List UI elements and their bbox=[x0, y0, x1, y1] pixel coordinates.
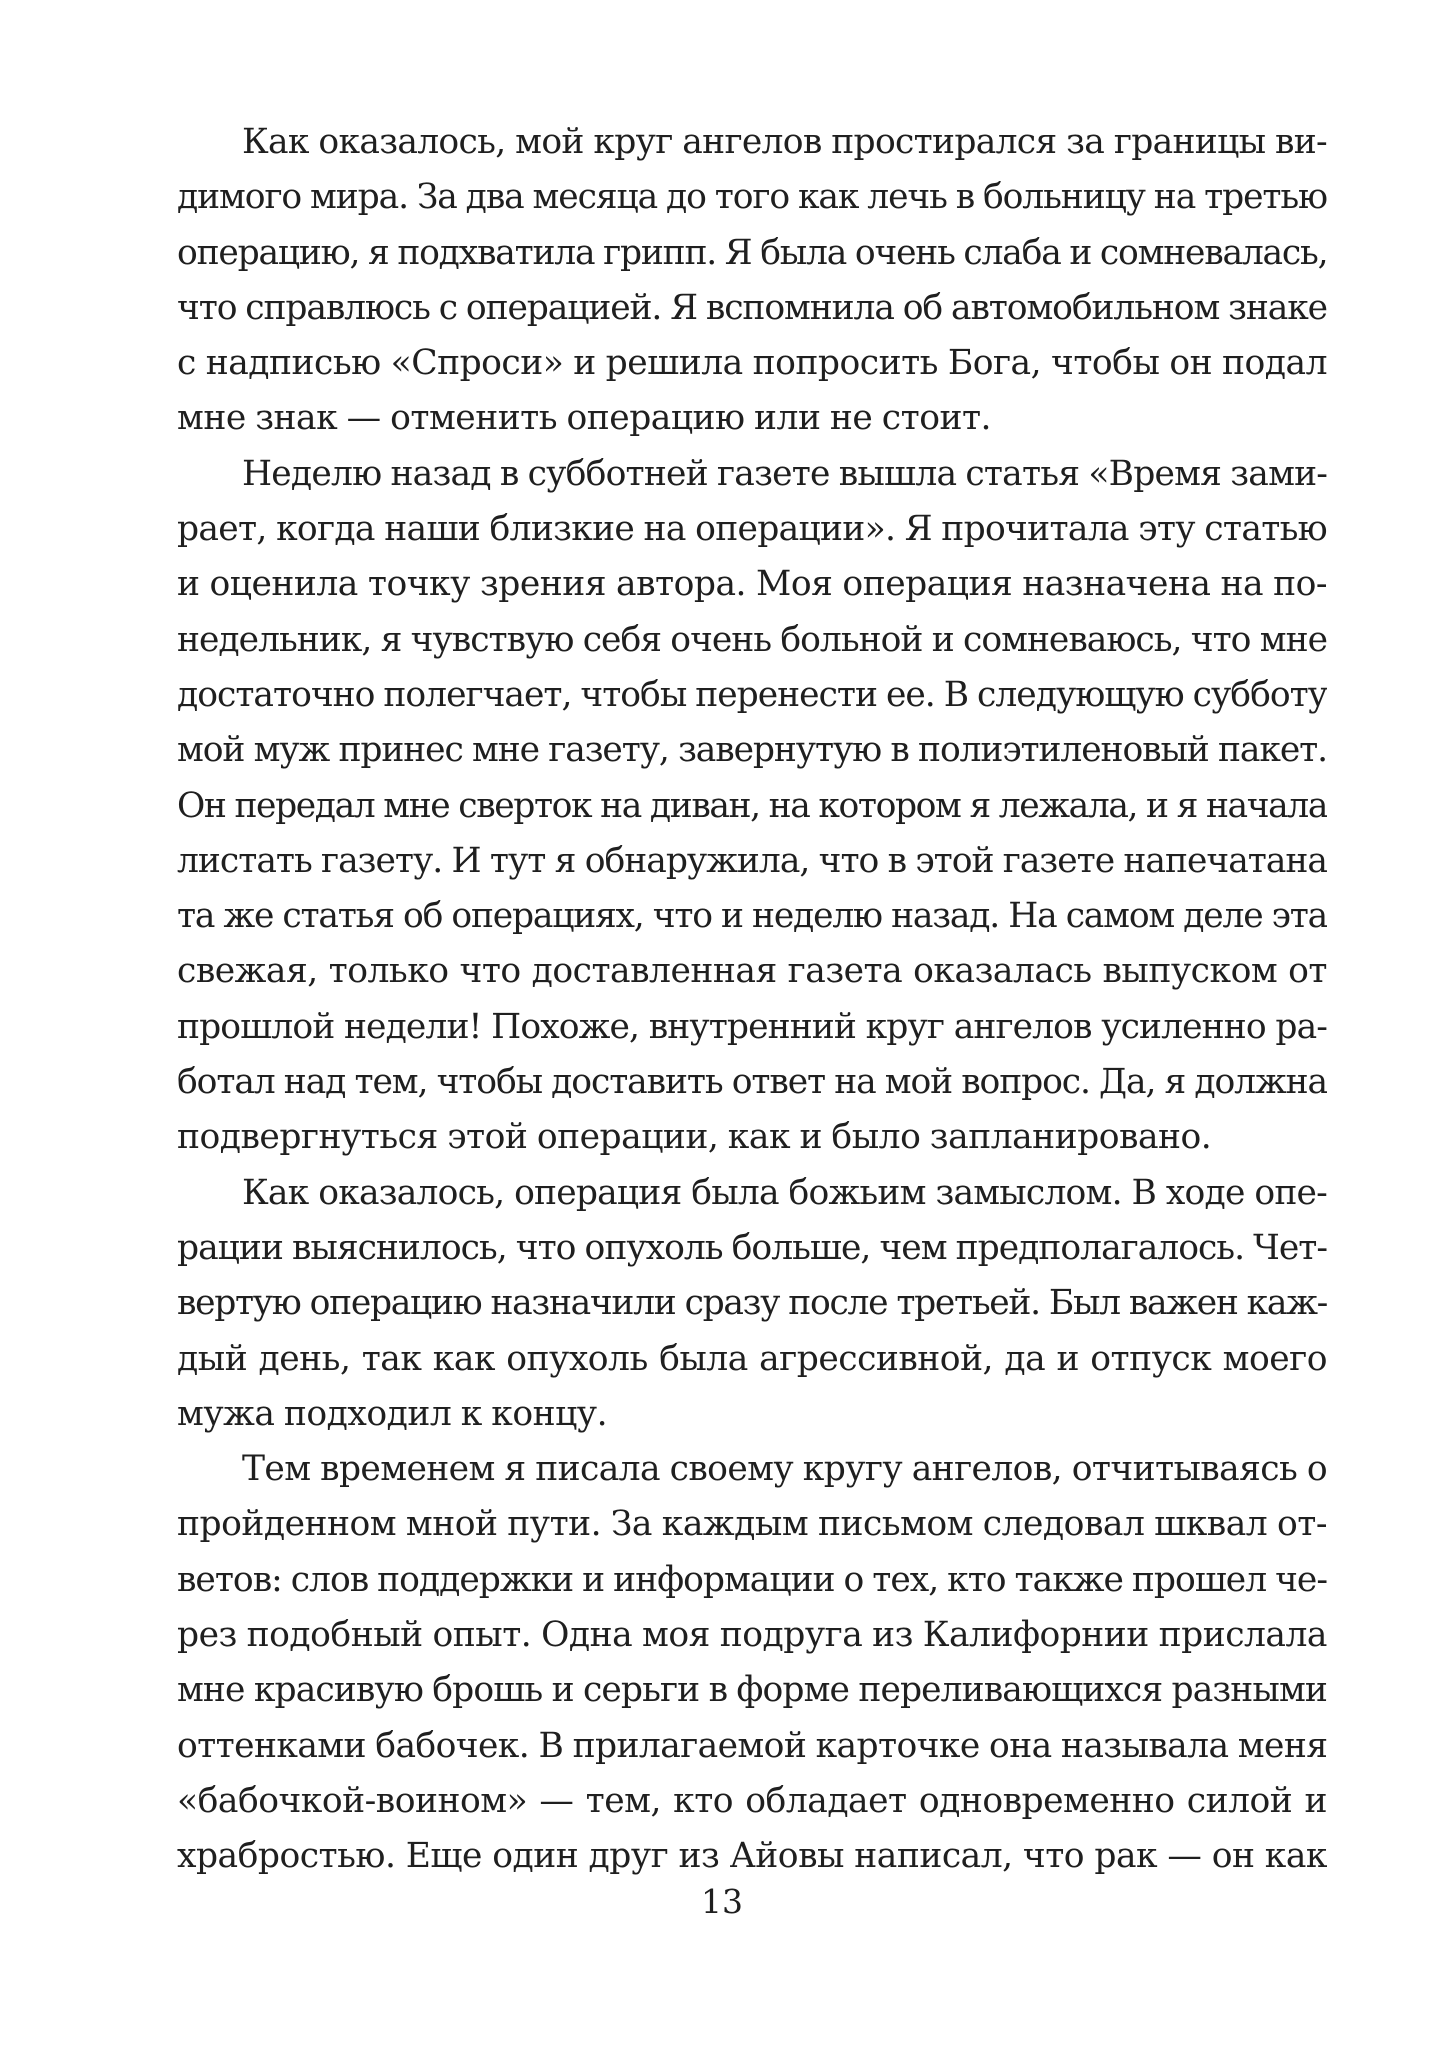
text-line: димого мира. За два месяца до того как лечь в больницу на третью bbox=[177, 177, 1327, 218]
text-line: подвергнуться этой операции, как и было запланировано. bbox=[177, 1117, 1212, 1158]
text-line: Как оказалось, мой круг ангелов простирался за границы ви- bbox=[242, 122, 1327, 162]
body-text bbox=[177, 115, 1327, 1885]
text-line: мне красивую брошь и серьги в форме переливающихся разными bbox=[177, 1670, 1327, 1711]
text-line: с надписью «Спроси» и решила попросить Бога, чтобы он подал bbox=[177, 343, 1327, 384]
text-line: что справлюсь с операцией. Я вспомнила об автомобильном знаке bbox=[177, 287, 1327, 328]
text-line: пройденном мной пути. За каждым письмом следовал шквал от- bbox=[177, 1504, 1327, 1545]
text-line: рает, когда наши близкие на операции». Я прочитала эту статью bbox=[177, 509, 1327, 550]
text-line: рез подобный опыт. Одна моя подруга из Калифорнии прислала bbox=[177, 1615, 1327, 1656]
text-line: свежая, только что доставленная газета оказалась выпуском от bbox=[177, 951, 1327, 992]
text-line: недельник, я чувствую себя очень больной и сомневаюсь, что мне bbox=[177, 619, 1327, 660]
text-line: «бабочкой-воином» — тем, кто обладает одновременно силой и bbox=[177, 1780, 1327, 1821]
text-line: дый день, так как опухоль была агрессивной, да и отпуск моего bbox=[177, 1338, 1327, 1379]
text-line: храбростью. Еще один друг из Айовы написал, что рак — он как bbox=[177, 1836, 1327, 1877]
text-line: и оценила точку зрения автора. Моя операция назначена на по- bbox=[177, 564, 1327, 605]
text-line: операцию, я подхватила грипп. Я была очень слаба и сомневалась, bbox=[177, 232, 1327, 273]
page-number: 13 bbox=[701, 1882, 743, 1921]
text-line: листать газету. И тут я обнаружила, что в этой газете напечатана bbox=[177, 840, 1327, 881]
text-line: Он передал мне сверток на диван, на котором я лежала, и я начала bbox=[177, 785, 1327, 826]
text-line: мужа подходил к концу. bbox=[177, 1393, 608, 1434]
text-line: рации выяснилось, что опухоль больше, чем предполагалось. Чет- bbox=[177, 1227, 1327, 1268]
text-line: достаточно полегчает, чтобы перенести ее. В следующую субботу bbox=[177, 674, 1327, 715]
text-line: мой муж принес мне газету, завернутую в полиэтиленовый пакет. bbox=[177, 730, 1327, 771]
text-line: прошлой недели! Похоже, внутренний круг ангелов усиленно ра- bbox=[177, 1006, 1327, 1047]
text-line: ботал над тем, чтобы доставить ответ на мой вопрос. Да, я должна bbox=[177, 1062, 1327, 1103]
text-line: Неделю назад в субботней газете вышла статья «Время зами- bbox=[242, 453, 1327, 494]
text-line: Как оказалось, операция была божьим замыслом. В ходе опе- bbox=[242, 1172, 1327, 1213]
text-line: мне знак — отменить операцию или не стоит. bbox=[177, 398, 992, 439]
text-line: оттенками бабочек. В прилагаемой карточке она называла меня bbox=[177, 1725, 1327, 1766]
text-line: вертую операцию назначили сразу после третьей. Был важен каж- bbox=[177, 1283, 1327, 1324]
text-line: Тем временем я писала своему кругу ангелов, отчитываясь о bbox=[242, 1449, 1327, 1490]
text-line: ветов: слов поддержки и информации о тех, кто также прошел че- bbox=[177, 1559, 1327, 1600]
text-line: та же статья об операциях, что и неделю назад. На самом деле эта bbox=[177, 896, 1327, 937]
